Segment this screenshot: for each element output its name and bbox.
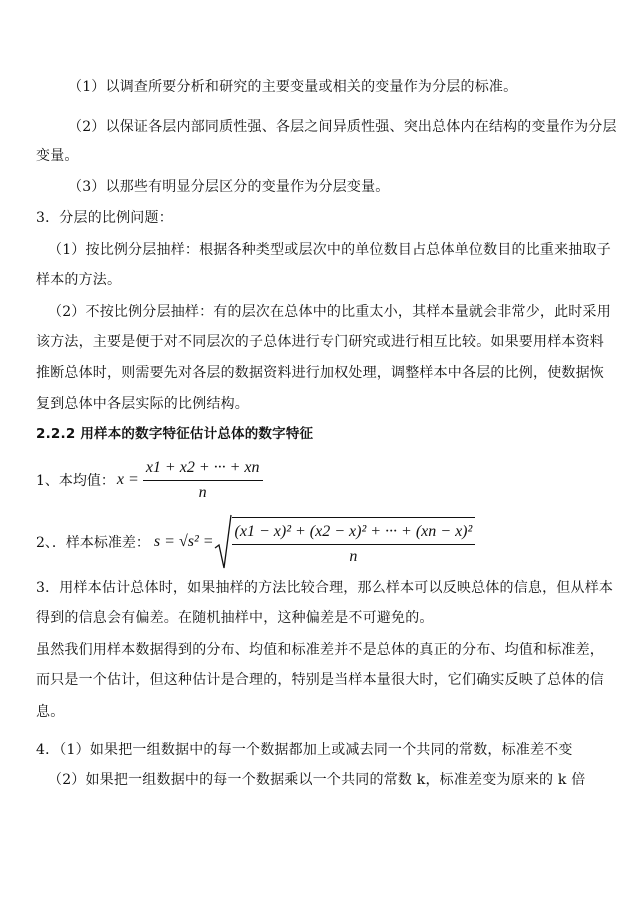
paragraph-sd-property-2: （2）如果把一组数据中的每一个数据乘以一个共同的常数 k，标准差变为原来的 k 倍 [48,772,586,788]
sample-mean-lhs: x = [116,471,139,488]
paragraph-nonproportional-sampling-cont-2: 推断总体时，则需要先对各层的数据资料进行加权处理，调整样本中各层的比例，使数据恢 [36,365,604,381]
sample-mean-formula [36,450,263,510]
paragraph-proportional-sampling-cont: 样本的方法。 [36,272,122,288]
paragraph-estimate-reasonable-cont-2: 息。 [36,704,65,720]
sample-mean-label: 1、本均值： [36,473,115,489]
sample-sd-lhs: s = √s² = [153,533,214,550]
paragraph-stratify-criterion-3: （3）以那些有明显分层区分的变量作为分层变量。 [68,179,390,195]
section-heading-2-2-2: 2.2.2 用样本的数字特征估计总体的数字特征 [36,426,314,442]
paragraph-nonproportional-sampling-cont-1: 该方法，主要是便于对不同层次的子总体进行专门研究或进行相互比较。如果要用样本资料 [36,334,604,350]
paragraph-estimate-population-cont: 得到的信息会有偏差。在随机抽样中，这种偏差是不可避免的。 [36,610,434,626]
sample-mean-denominator: n [198,483,207,501]
sample-sd-numerator: (x1 − x)² + (x2 − x)² + ··· + (xn − x)² [232,522,476,545]
paragraph-nonproportional-sampling: （2）不按比例分层抽样：有的层次在总体中的比重太小，其样本量就会非常少，此时采用 [48,304,611,320]
sample-sd-label: 2、．样本标准差： [36,535,150,551]
paragraph-stratify-criterion-2: （2）以保证各层内部同质性强、各层之间异质性强、突出总体内在结构的变量作为分层 [68,119,617,135]
paragraph-proportional-sampling: （1）按比例分层抽样：根据各种类型或层次中的单位数目占总体单位数目的比重来抽取子 [48,242,611,258]
sample-mean-fraction [143,458,263,503]
sample-sd-denominator: n [349,548,358,565]
paragraph-stratify-criterion-2-cont: 变量。 [36,148,79,164]
sample-sd-fraction [232,517,476,567]
paragraph-nonproportional-sampling-cont-3: 复到总体中各层实际的比例结构。 [36,396,249,412]
sample-sd-formula [36,512,475,572]
sqrt-symbol-icon [214,514,232,570]
paragraph-estimate-reasonable-cont-1: 而只是一个估计，但这种估计是合理的，特别是当样本量很大时，它们确实反映了总体的信 [36,672,604,688]
sample-mean-numerator: x1 + x2 + ··· + xn [143,458,263,481]
paragraph-estimate-population: 3．用样本估计总体时，如果抽样的方法比较合理，那么样本可以反映总体的信息，但从样本 [36,580,614,596]
paragraph-stratify-criterion-1: （1）以调查所要分析和研究的主要变量或相关的变量作为分层的标准。 [68,79,518,95]
paragraph-estimate-reasonable: 虽然我们用样本数据得到的分布、均值和标准差并不是总体的真正的分布、均值和标准差， [36,642,604,658]
paragraph-sd-property-1: 4．（1）如果把一组数据中的每一个数据都加上或减去同一个共同的常数，标准差不变 [36,742,573,758]
section-proportion-heading: 3．分层的比例问题： [36,210,173,226]
